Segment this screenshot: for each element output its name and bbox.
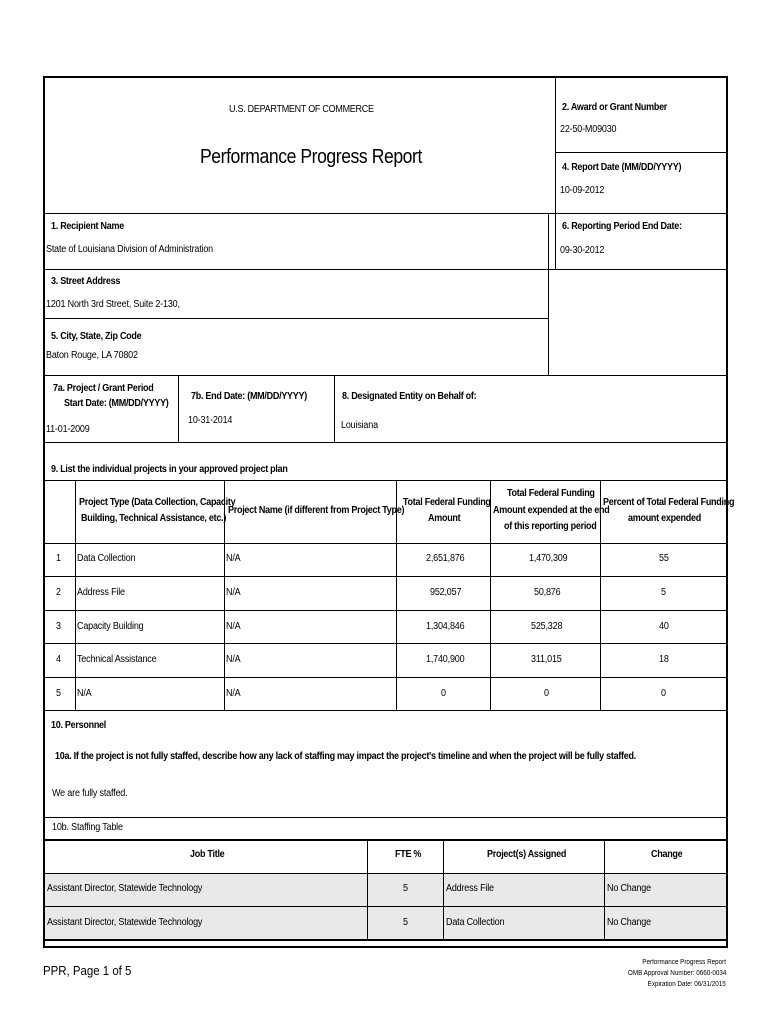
job-title-cell: Assistant Director, Statewide Technology: [47, 883, 203, 894]
projects-assigned-cell: Data Collection: [446, 917, 505, 928]
federal-funding-cell: 2,651,876: [426, 553, 465, 564]
col-header-projects-assigned: Project(s) Assigned: [487, 849, 567, 860]
recipient-name-label: 1. Recipient Name: [51, 221, 124, 232]
end-date-value: 10-31-2014: [188, 415, 233, 426]
amount-expended-cell: 50,876: [534, 587, 561, 598]
project-type-cell: Address File: [77, 587, 125, 598]
col-header-project-type: Project Type (Data Collection, Capacity: [79, 497, 236, 508]
divider: [334, 375, 335, 443]
amount-expended-cell: 311,015: [531, 654, 562, 665]
col-header-percent-expended: Percent of Total Federal Funding: [603, 497, 735, 508]
department-name: U.S. DEPARTMENT OF COMMERCE: [229, 104, 374, 115]
federal-funding-cell: 952,057: [430, 587, 462, 598]
designated-entity-label: 8. Designated Entity on Behalf of:: [342, 391, 477, 402]
divider: [43, 480, 728, 481]
amount-expended-cell: 525,328: [531, 621, 563, 632]
col-header-amount-expended-3: of this reporting period: [504, 521, 597, 532]
percent-expended-cell: 18: [659, 654, 669, 665]
street-address-value: 1201 North 3rd Street, Suite 2-130,: [46, 299, 180, 310]
designated-entity-value: Louisiana: [341, 420, 378, 431]
projects-assigned-cell: Address File: [446, 883, 494, 894]
divider: [604, 839, 605, 940]
percent-expended-cell: 0: [661, 688, 666, 699]
col-header-project-type-2: Building, Technical Assistance, etc.): [81, 513, 227, 524]
city-state-zip-label: 5. City, State, Zip Code: [51, 331, 142, 342]
start-date-label-2: Start Date: (MM/DD/YYYY): [64, 398, 169, 409]
divider: [43, 318, 549, 319]
job-title-cell: Assistant Director, Statewide Technology: [47, 917, 203, 928]
divider: [43, 442, 728, 443]
row-number: 1: [56, 553, 61, 564]
col-header-federal-funding: Total Federal Funding: [403, 497, 491, 508]
divider: [43, 643, 728, 644]
divider: [43, 906, 728, 907]
award-number-value: 22-50-M09030: [560, 124, 617, 135]
row-number: 2: [56, 587, 61, 598]
staffing-question: 10a. If the project is not fully staffed, describe how any lack of staffing may impact the project's timeline and when the project will be fully staffed.: [55, 751, 636, 762]
footer-omb-number: OMB Approval Number: 0660-0034: [627, 970, 726, 977]
street-address-label: 3. Street Address: [51, 276, 121, 287]
recipient-name-value: State of Louisiana Division of Administration: [46, 244, 214, 255]
fte-cell: 5: [403, 917, 408, 928]
col-header-project-name: Project Name (if different from Project Type): [228, 505, 405, 516]
divider: [43, 873, 728, 874]
project-type-cell: Data Collection: [77, 553, 136, 564]
col-header-amount-expended-2: Amount expended at the end: [493, 505, 610, 516]
col-header-percent-expended-2: amount expended: [628, 513, 701, 524]
fte-cell: 5: [403, 883, 408, 894]
project-type-cell: Capacity Building: [77, 621, 144, 632]
footer-form-name: Performance Progress Report: [642, 959, 726, 966]
report-date-label: 4. Report Date (MM/DD/YYYY): [562, 162, 682, 173]
start-date-value: 11-01-2009: [46, 424, 90, 435]
page-title: Performance Progress Report: [200, 146, 422, 168]
divider: [490, 480, 491, 710]
project-name-cell: N/A: [226, 553, 241, 564]
row-number: 4: [56, 654, 61, 665]
divider: [555, 152, 727, 153]
divider: [43, 817, 728, 818]
change-cell: No Change: [607, 917, 651, 928]
city-state-zip-value: Baton Rouge, LA 70802: [46, 350, 138, 361]
project-name-cell: N/A: [226, 621, 241, 632]
col-header-federal-funding-2: Amount: [428, 513, 461, 524]
project-name-cell: N/A: [226, 587, 241, 598]
divider: [43, 677, 728, 678]
projects-section-label: 9. List the individual projects in your approved project plan: [51, 464, 288, 475]
divider: [43, 543, 728, 544]
staffing-answer: We are fully staffed.: [52, 788, 128, 799]
percent-expended-cell: 40: [659, 621, 669, 632]
federal-funding-cell: 0: [441, 688, 446, 699]
project-name-cell: N/A: [226, 654, 241, 665]
divider: [43, 610, 728, 611]
divider: [43, 710, 728, 711]
amount-expended-cell: 1,470,309: [529, 553, 568, 564]
col-header-fte: FTE %: [395, 849, 422, 860]
divider: [367, 839, 368, 940]
project-type-cell: N/A: [77, 688, 92, 699]
divider: [443, 839, 444, 940]
amount-expended-cell: 0: [544, 688, 549, 699]
period-end-value: 09-30-2012: [560, 245, 605, 256]
divider: [43, 839, 728, 841]
personnel-label: 10. Personnel: [51, 720, 107, 731]
divider: [43, 939, 728, 941]
percent-expended-cell: 5: [661, 587, 666, 598]
divider: [75, 480, 76, 710]
page-number: PPR, Page 1 of 5: [43, 963, 132, 978]
divider: [548, 213, 549, 376]
divider: [43, 375, 728, 376]
project-type-cell: Technical Assistance: [77, 654, 157, 665]
col-header-amount-expended: Total Federal Funding: [507, 488, 595, 499]
project-name-cell: N/A: [226, 688, 241, 699]
federal-funding-cell: 1,304,846: [426, 621, 465, 632]
federal-funding-cell: 1,740,900: [426, 654, 465, 665]
divider: [43, 269, 728, 270]
divider: [555, 213, 556, 270]
divider: [43, 576, 728, 577]
report-date-value: 10-09-2012: [560, 185, 605, 196]
row-number: 3: [56, 621, 61, 632]
end-date-label: 7b. End Date: (MM/DD/YYYY): [191, 391, 308, 402]
award-number-label: 2. Award or Grant Number: [562, 102, 668, 113]
row-number: 5: [56, 688, 61, 699]
percent-expended-cell: 55: [659, 553, 669, 564]
period-end-label: 6. Reporting Period End Date:: [562, 221, 682, 232]
divider: [555, 76, 556, 214]
start-date-label: 7a. Project / Grant Period: [53, 383, 154, 394]
footer-expiration-date: Expiration Date: 06/31/2015: [647, 981, 726, 988]
divider: [43, 213, 728, 214]
col-header-change: Change: [651, 849, 683, 860]
staffing-table-label: 10b. Staffing Table: [52, 822, 123, 833]
change-cell: No Change: [607, 883, 651, 894]
col-header-job-title: Job Title: [190, 849, 225, 860]
divider: [178, 375, 179, 443]
